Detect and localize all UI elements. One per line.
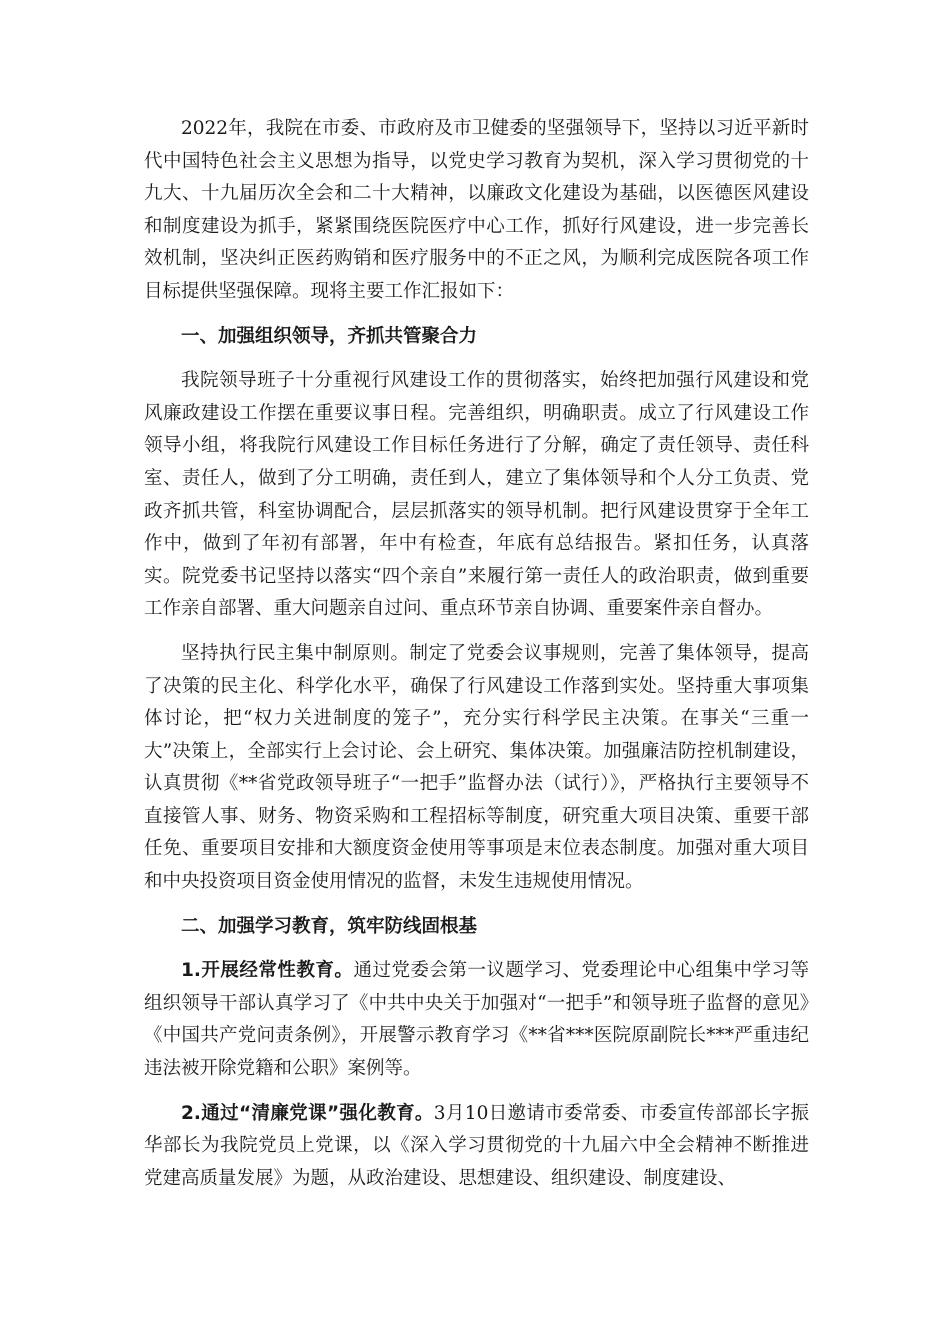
item-1-body: 通过党委会第一议题学习、党委理论中心组集中学习等组织领导干部认真学习了《中共中央关于加强对“一把手”和领导班子监督的意见》《中国共产党问责条例》，开展警示教育学习《**省***医院原副院长***严重违纪违法被开除党籍和公职》案例等。 <box>144 960 809 1080</box>
section-1-paragraph-1: 我院领导班子十分重视行风建设工作的贯彻落实，始终把加强行风建设和党风廉政建设工作摆在重要议事日程。完善组织，明确职责。成立了行风建设工作领导小组，将我院行风建设工作目标任务进行了分解，确定了责任领导、责任科室、责任人，做到了分工明确，责任到人，建立了集体领导和个人分工负责、党政齐抓共管，科室协调配合，层层抓落实的领导机制。把行风建设贯穿于全年工作中，做到了年初有部署，年中有检查，年底有总结报告。紧扣任务，认真落实。院党委书记坚持以落实“四个亲自”来履行第一责任人的政治职责，做到重要工作亲自部署、重大问题亲自过问、重点环节亲自协调、重要案件亲自督办。 <box>144 370 809 620</box>
section-2-heading: 二、加强学习教育，筑牢防线固根基 <box>181 915 478 937</box>
item-2-body: 3月10日邀请市委常委、市委宣传部部长字振华部长为我院党员上党课，以《深入学习贯彻党的十九届六中全会精神不断推进党建高质量发展》为题，从政治建设、思想建设、组织建设、制度建设、 <box>144 1102 810 1189</box>
item-2-lead: 2.通过“清廉党课”强化教育。 <box>181 1102 434 1124</box>
section-1-paragraph-2: 坚持执行民主集中制原则。制定了党委会议事规则，完善了集体领导，提高了决策的民主化、科学化水平，确保了行风建设工作落到实处。坚持重大事项集体讨论，把“权力关进制度的笼子”，充分实行科学民主决策。在事关“三重一大”决策上，全部实行上会讨论、会上研究、集体决策。加强廉洁防控机制建设，认真贯彻《**省党政领导班子“一把手”监督办法（试行）》，严格执行主要领导不直接管人事、财务、物资采购和工程招标等制度，研究重大项目决策、重要干部任免、重要项目安排和大额度资金使用等事项是末位表态制度。加强对重大项目和中央投资项目资金使用情况的监督，未发生违规使用情况。 <box>144 642 809 893</box>
section-2-item-1 <box>144 955 809 1085</box>
item-1-lead: 1.开展经常性教育。 <box>181 960 354 982</box>
intro-paragraph: 2022年，我院在市委、市政府及市卫健委的坚强领导下，坚持以习近平新时代中国特色社会主义思想为指导，以党史学习教育为契机，深入学习贯彻党的十九大、十九届历次全会和二十大精神，以廉政文化建设为基础，以医德医风建设和制度建设为抓手，紧紧围绕医院医疗中心工作，抓好行风建设，进一步完善长效机制，坚决纠正医药购销和医疗服务中的不正之风，为顺利完成医院各项工作目标提供坚强保障。现将主要工作汇报如下： <box>144 118 809 302</box>
document-page <box>144 113 809 1207</box>
section-1-heading: 一、加强组织领导，齐抓共管聚合力 <box>181 325 478 347</box>
section-2-item-2 <box>144 1098 809 1196</box>
